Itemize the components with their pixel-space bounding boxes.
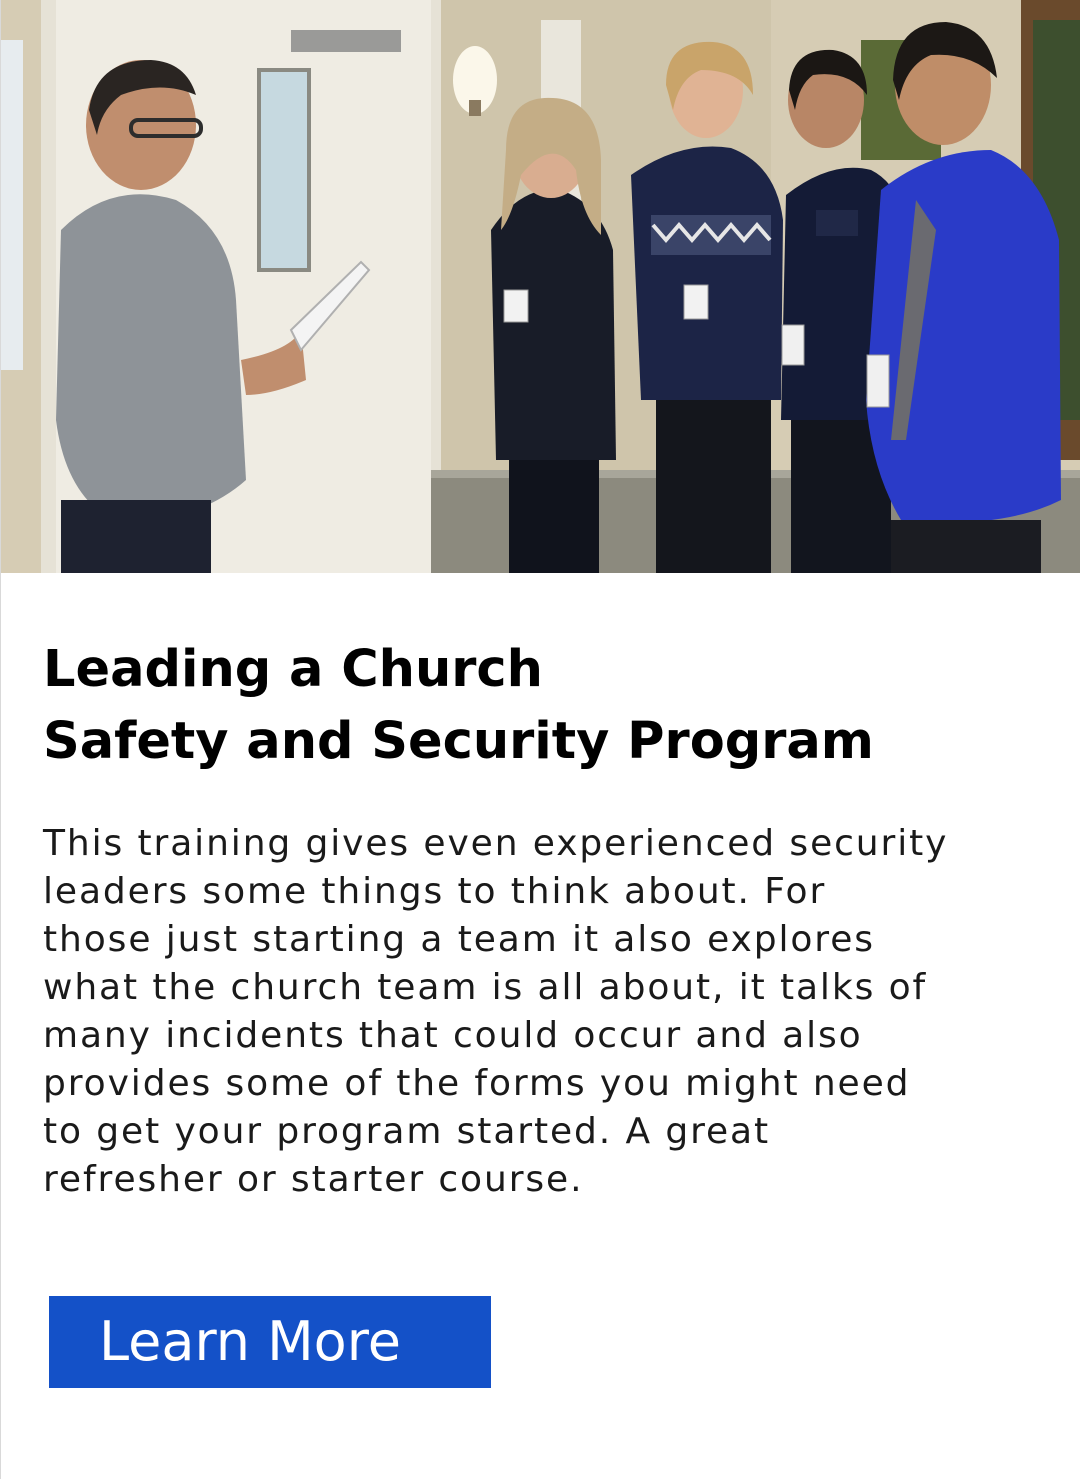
hero-photo	[1, 0, 1080, 573]
description-line: This training gives even experienced security	[43, 823, 949, 864]
description-line: refresher or starter course.	[43, 1159, 584, 1200]
description-line: leaders some things to think about. For	[43, 871, 827, 912]
course-title	[43, 634, 1043, 778]
description-line: many incidents that could occur and also	[43, 1015, 863, 1056]
description-line: to get your program started. A great	[43, 1111, 771, 1152]
course-title-line-2: Safety and Security Program	[43, 712, 874, 771]
description-line: those just starting a team it also explores	[43, 919, 875, 960]
learn-more-button[interactable]: Learn More	[49, 1296, 491, 1388]
description-line: what the church team is all about, it talks of	[43, 967, 928, 1008]
course-description	[43, 820, 1053, 1204]
description-line: provides some of the forms you might need	[43, 1063, 911, 1104]
course-title-line-1: Leading a Church	[43, 640, 543, 699]
